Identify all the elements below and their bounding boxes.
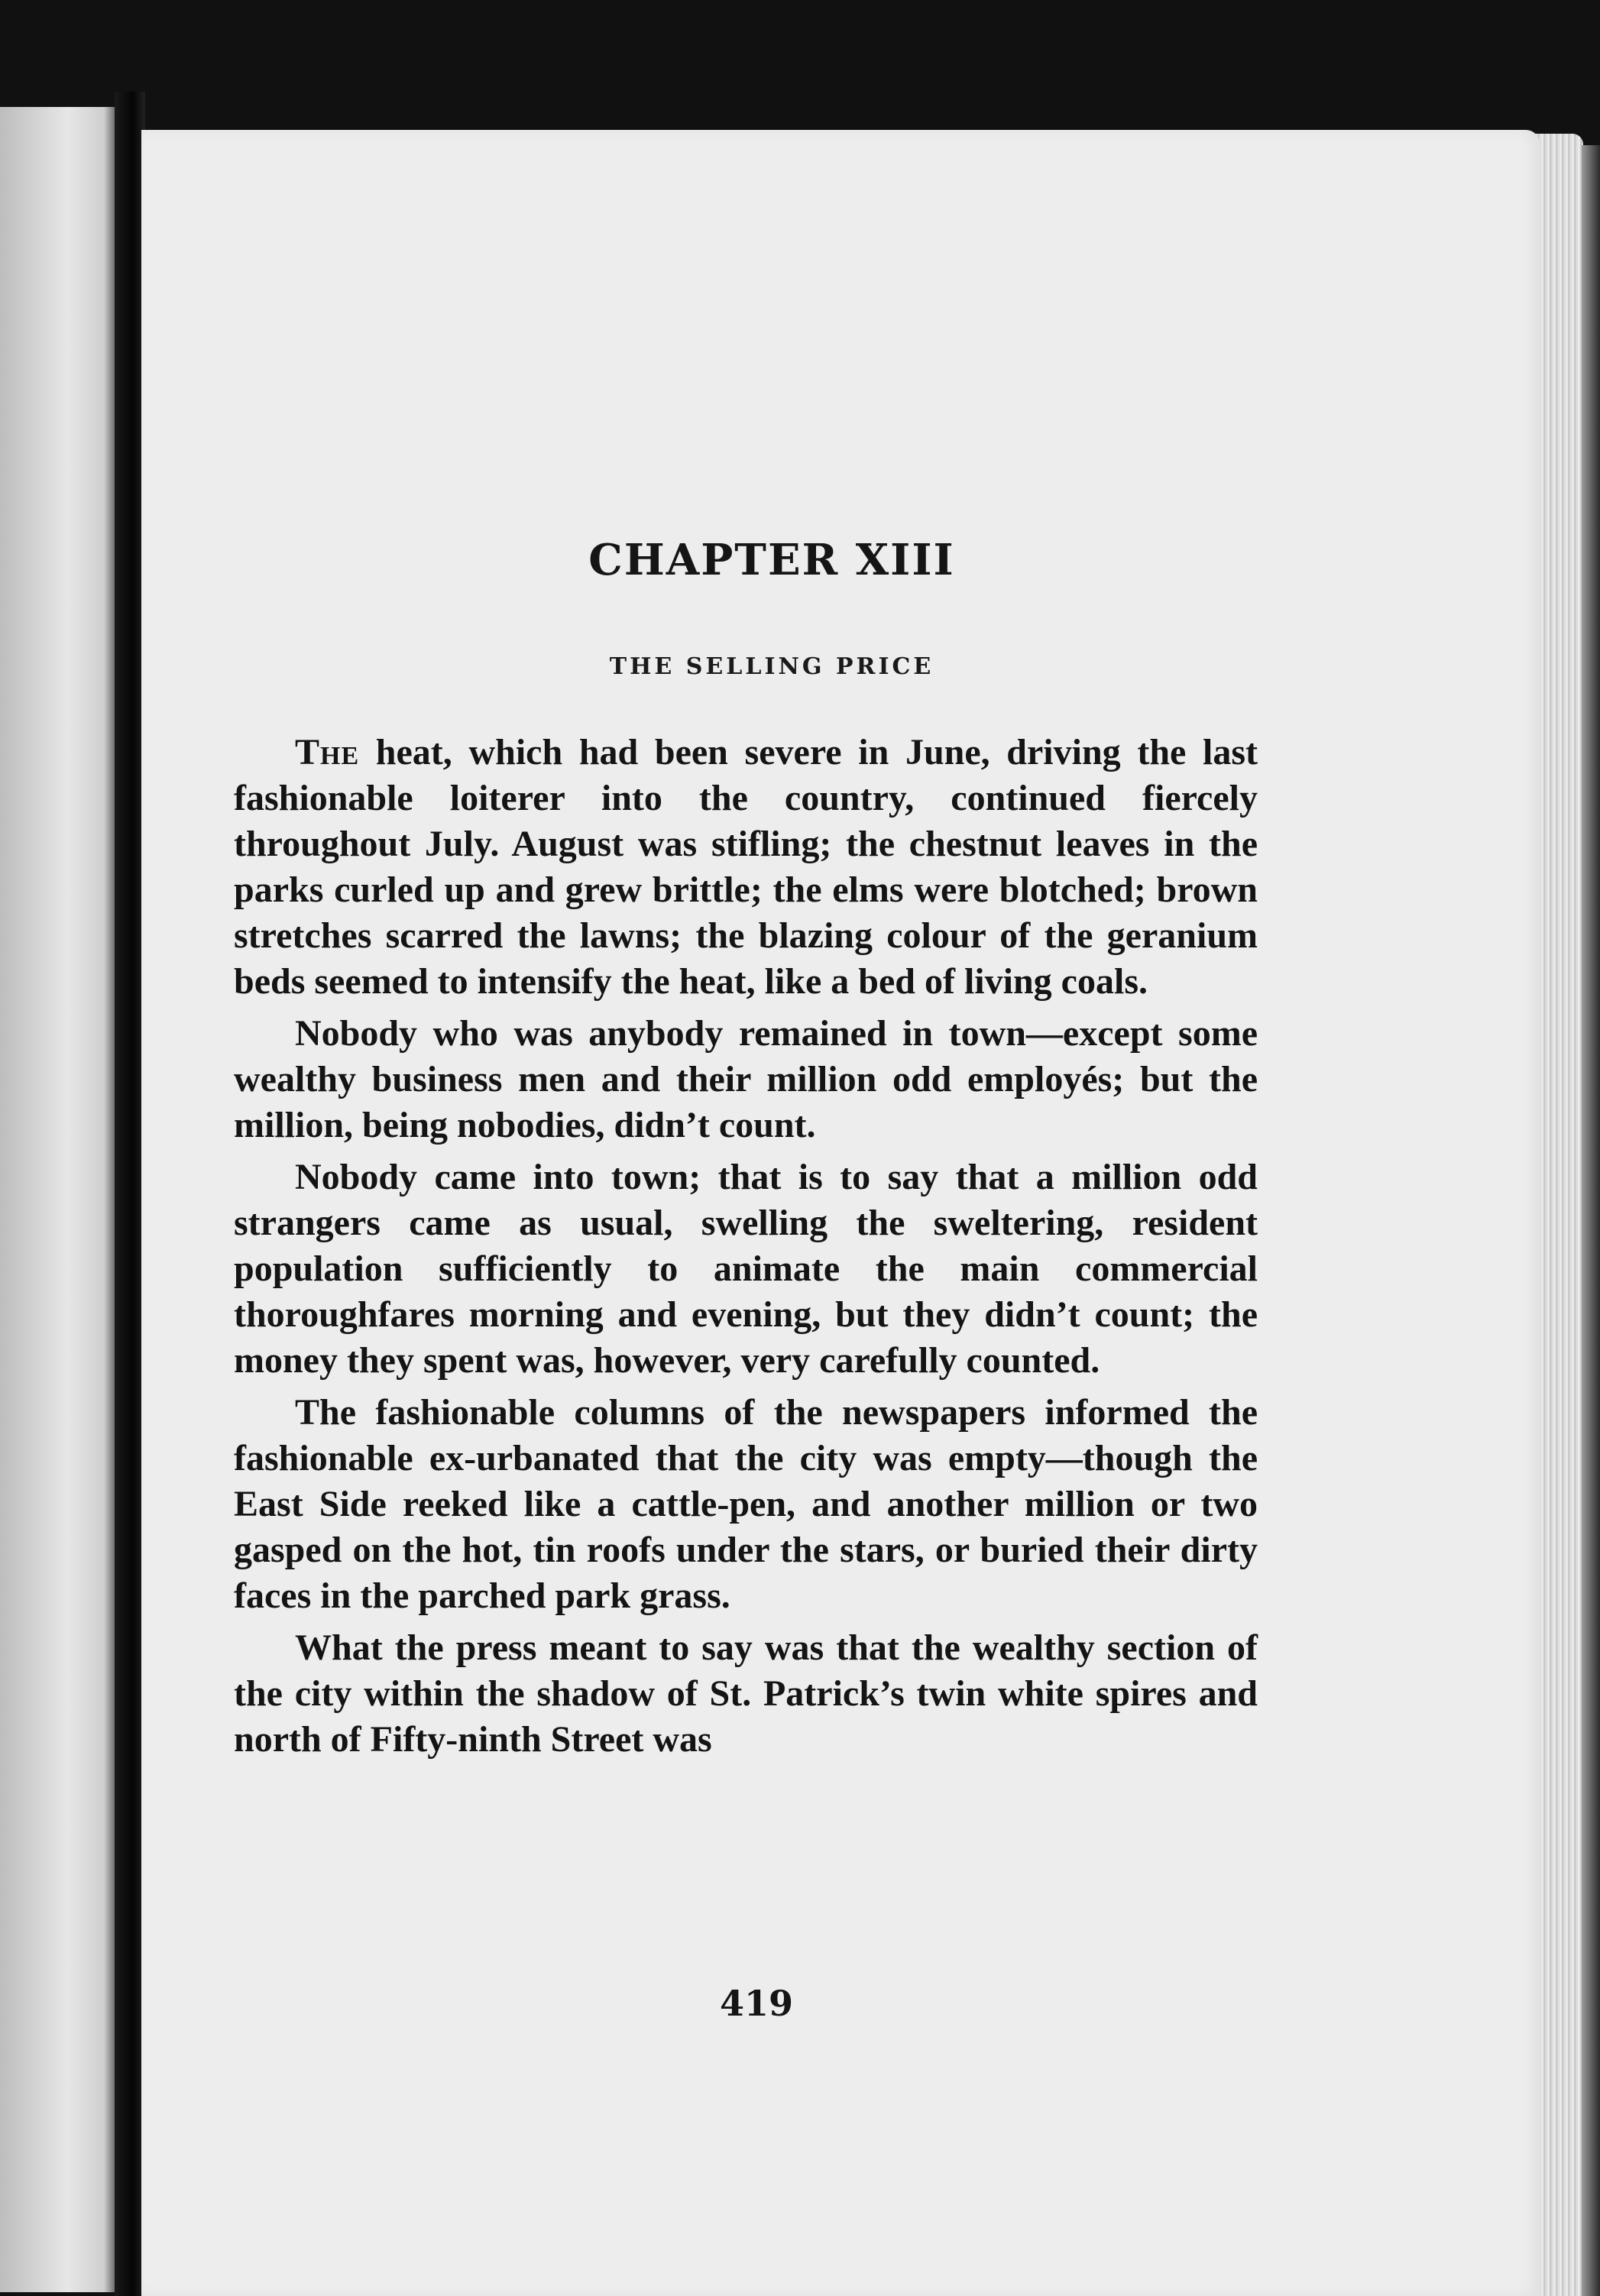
paragraph-2: Nobody who was anybody remained in town—except some wealthy business men and their million odd employés; but the million, being nobodies, didn’t count. <box>234 1013 1258 1145</box>
paragraph-1 <box>234 730 1258 1005</box>
paragraph-5: What the press meant to say was that the wealthy section of the city within the shadow of St. Patrick’s twin white spires and north of Fifty-ninth Street was <box>234 1627 1258 1760</box>
left-page-edge <box>0 107 122 2292</box>
chapter-subtitle: THE SELLING PRICE <box>609 653 934 680</box>
chapter-heading: CHAPTER XIII <box>588 535 955 585</box>
page-stack-shadow <box>1582 145 1600 2296</box>
paragraph-3: Nobody came into town; that is to say that a million odd strangers came as usual, swelling the sweltering, resident population sufficiently to animate the main commercial thoroughfares morning and evening, but they didn’t count; the money they spent was, however, very carefully counted. <box>234 1157 1258 1381</box>
body-text <box>234 730 1258 1769</box>
opening-word: The <box>295 732 360 772</box>
paragraph-1-text: heat, which had been severe in June, driving the last fashionable loiterer into the country, continued fiercely throughout July. August was stifling; the chestnut leaves in the parks curled up and grew brittle; the elms were blotched; brown stretches scarred the lawns; the blazing colour of the geranium beds seemed to intensify the heat, like a bed of living coals. <box>234 732 1258 1002</box>
book-gutter <box>115 92 145 2296</box>
page-number: 419 <box>719 1983 794 2024</box>
paragraph-4: The fashionable columns of the newspapers informed the fashionable ex-urbanated that the city was empty—though the East Side reeked like a cattle-pen, and another million or two gasped on the hot, tin roofs under the stars, or buried their dirty faces in the parched park grass. <box>234 1392 1258 1616</box>
